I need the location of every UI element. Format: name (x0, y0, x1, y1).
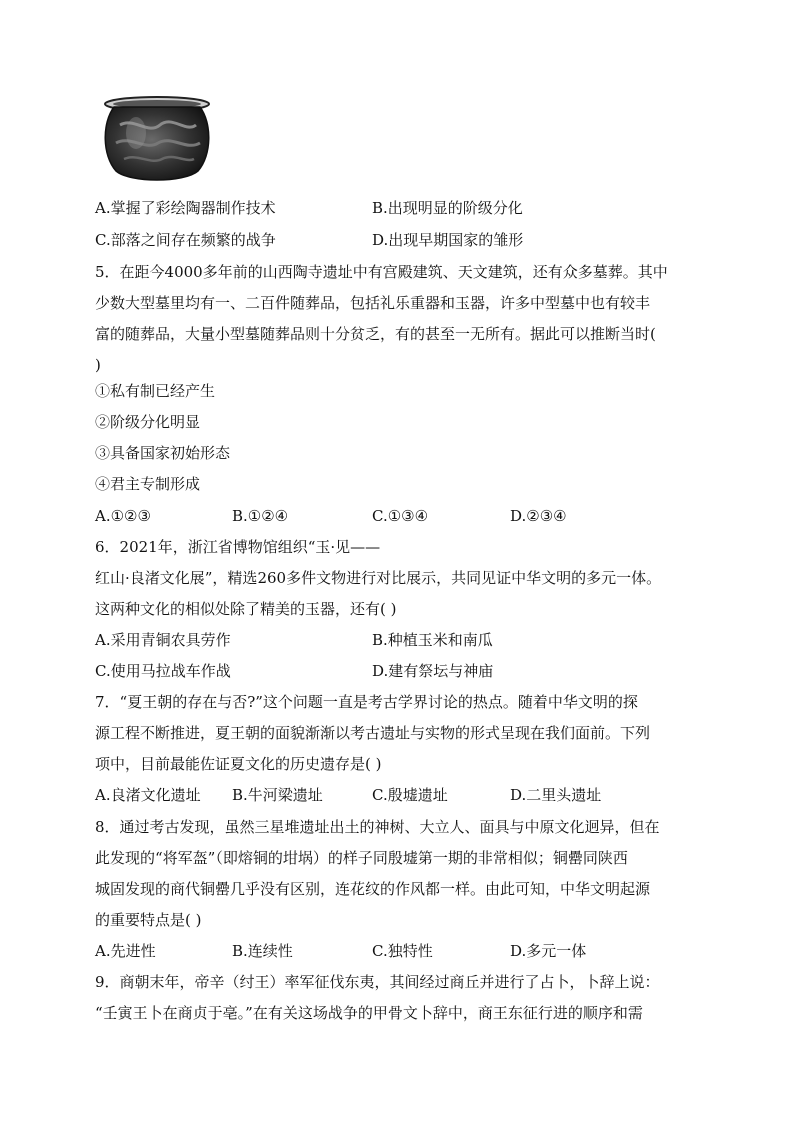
q5-statement-2: ②阶级分化明显 (95, 413, 201, 431)
q4-option-c[interactable]: C.部落之间存在频繁的战争 (95, 231, 276, 249)
q7-option-a[interactable]: A.良渚文化遗址 (95, 786, 201, 804)
q7-option-c[interactable]: C.殷墟遗址 (372, 786, 448, 804)
q8-stem-line: 8．通过考古发现，虽然三星堆遗址出土的神树、大立人、面具与中原文化迥异，但在 (95, 818, 660, 836)
q9-stem-line: “壬寅王卜在商贞于亳。”在有关这场战争的甲骨文卜辞中，商王东征行进的顺序和需 (95, 1004, 643, 1022)
q6-option-d[interactable]: D.建有祭坛与神庙 (372, 662, 494, 680)
q8-option-d[interactable]: D.多元一体 (510, 942, 587, 960)
q5-option-b[interactable]: B.①②④ (232, 507, 289, 525)
q6-stem-line: 6．2021年，浙江省博物馆组织“玉·见—— (95, 538, 381, 556)
q8-option-a[interactable]: A.先进性 (95, 942, 156, 960)
q5-statement-4: ④君主专制形成 (95, 475, 201, 493)
q4-option-a[interactable]: A.掌握了彩绘陶器制作技术 (95, 199, 276, 217)
q7-option-b[interactable]: B.牛河梁遗址 (232, 786, 323, 804)
q6-option-c[interactable]: C.使用马拉战车作战 (95, 662, 231, 680)
q6-stem-line: 红山·良渚文化展”，精选260多件文物进行对比展示，共同见证中华文明的多元一体。 (95, 569, 662, 587)
q5-option-a[interactable]: A.①②③ (95, 507, 151, 525)
q7-stem-line: 项中，目前最能佐证夏文化的历史遗存是( ) (95, 755, 382, 773)
q9-stem-line: 9．商朝末年，帝辛（纣王）率军征伐东夷，其间经过商丘并进行了占卜，卜辞上说： (95, 973, 660, 991)
pottery-jar-icon (100, 95, 220, 185)
q7-option-d[interactable]: D.二里头遗址 (510, 786, 602, 804)
q5-option-d[interactable]: D.②③④ (510, 507, 567, 525)
q5-stem-line: ) (95, 356, 101, 374)
q8-stem-line: 此发现的“将军盔”（即熔铜的坩埚）的样子同殷墟第一期的非常相似；铜罍同陕西 (95, 849, 628, 867)
q7-stem-line: 源工程不断推进，夏王朝的面貌渐渐以考古遗址与实物的形式呈现在我们面前。下列 (95, 724, 651, 742)
q5-statement-3: ③具备国家初始形态 (95, 444, 231, 462)
q8-option-b[interactable]: B.连续性 (232, 942, 293, 960)
q8-stem-line: 城固发现的商代铜罍几乎没有区别，连花纹的作风都一样。由此可知，中华文明起源 (95, 880, 651, 898)
q4-option-b[interactable]: B.出现明显的阶级分化 (372, 199, 523, 217)
q6-option-b[interactable]: B.种植玉米和南瓜 (372, 631, 493, 649)
q8-stem-line: 的重要特点是( ) (95, 911, 202, 929)
q6-option-a[interactable]: A.采用青铜农具劳作 (95, 631, 231, 649)
q8-option-c[interactable]: C.独特性 (372, 942, 433, 960)
q5-stem-line: 富的随葬品，大量小型墓随葬品则十分贫乏，有的甚至一无所有。据此可以推断当时( (95, 325, 656, 343)
q4-option-d[interactable]: D.出现早期国家的雏形 (372, 231, 524, 249)
q5-statement-1: ①私有制已经产生 (95, 382, 216, 400)
q5-option-c[interactable]: C.①③④ (372, 507, 429, 525)
q5-stem-line: 5．在距今4000多年前的山西陶寺遗址中有宫殿建筑、天文建筑，还有众多墓葬。其中 (95, 263, 668, 281)
q5-stem-line: 少数大型墓里均有一、二百件随葬品，包括礼乐重器和玉器，许多中型墓中也有较丰 (95, 294, 651, 312)
q6-stem-line: 这两种文化的相似处除了精美的玉器，还有( ) (95, 600, 397, 618)
pottery-jar-image (100, 95, 220, 185)
q7-stem-line: 7．“夏王朝的存在与否?”这个问题一直是考古学界讨论的热点。随着中华文明的探 (95, 693, 638, 711)
